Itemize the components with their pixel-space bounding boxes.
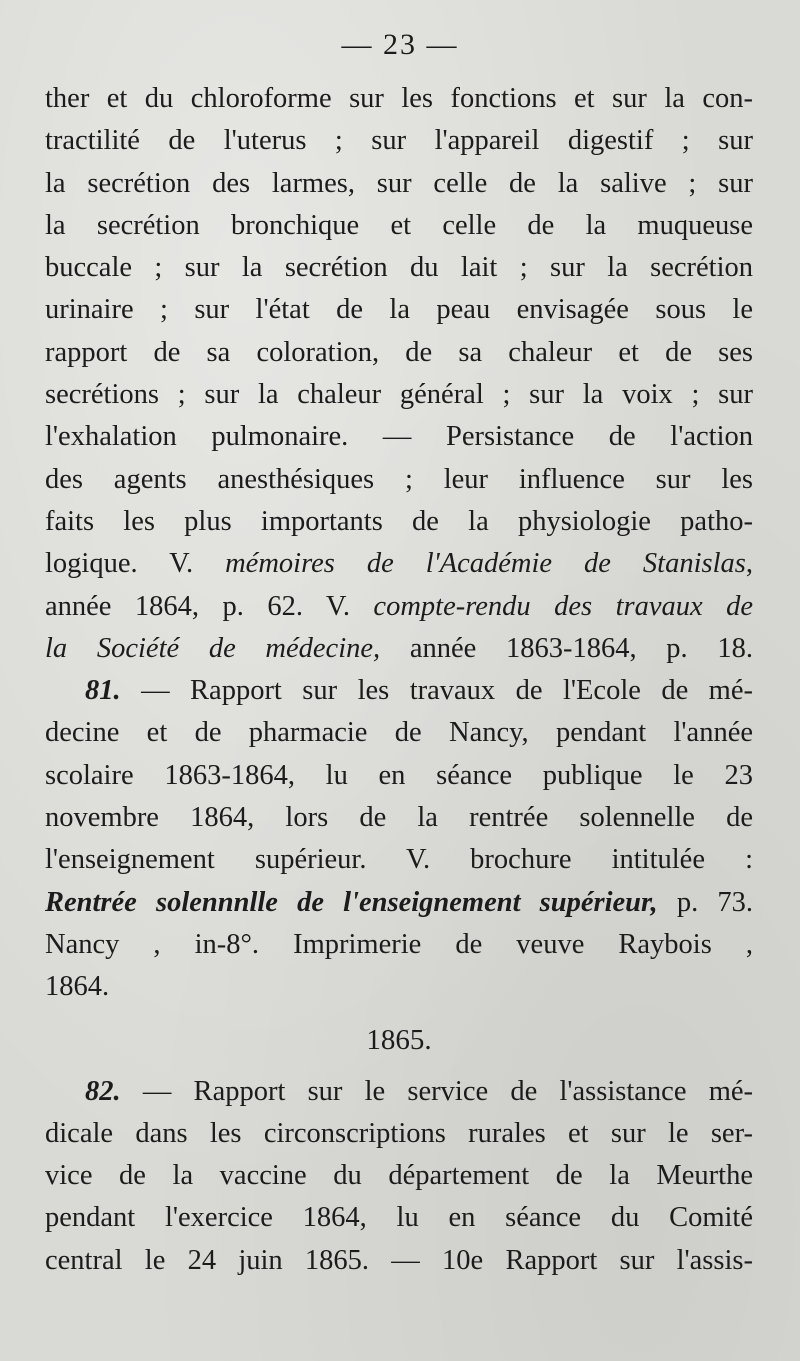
text-line: buccale ; sur la secrétion du lait ; sur la secrétion (45, 252, 753, 284)
text-line (45, 628, 753, 670)
journal-title: mémoires de l'Académie de Stanislas (225, 548, 746, 580)
text-segment: logique. V. (45, 548, 194, 580)
text-line: des agents anesthésiques ; leur influence sur les (45, 463, 753, 495)
text-line: dicale dans les circonscriptions rurales et sur le ser- (45, 1117, 753, 1149)
text-line: l'enseignement supérieur. V. brochure intitulée : (45, 844, 753, 876)
year-heading: 1865. (366, 1023, 432, 1056)
text-line: novembre 1864, lors de la rentrée solennelle de (45, 802, 753, 834)
text-line: decine et de pharmacie de Nancy, pendant l'année (45, 717, 753, 749)
text-line: central le 24 juin 1865. — 10e Rapport sur l'assis- (45, 1244, 753, 1276)
entry-number: 81. (85, 675, 121, 707)
text-line (45, 882, 753, 924)
page-number: — 23 — (341, 28, 459, 61)
text-line: secrétions ; sur la chaleur général ; sur la voix ; sur (45, 379, 753, 411)
text-segment: année 1864, p. 62. V. (45, 590, 350, 622)
text-segment: année 1863-1864, p. 18. (409, 632, 753, 664)
text-line: urinaire ; sur l'état de la peau envisagée sous le (45, 294, 753, 326)
text-line: tractilité de l'uterus ; sur l'appareil digestif ; sur (45, 125, 753, 157)
text-line: 1864. (45, 971, 110, 1003)
text-line: la secrétion des larmes, sur celle de la salive ; sur (45, 167, 753, 199)
journal-title: la Société de médecine, (45, 632, 381, 664)
journal-title: compte-rendu des travaux de (373, 590, 753, 622)
entry-number: 82. (85, 1075, 121, 1107)
text-segment: , (745, 548, 753, 580)
text-segment: — Rapport sur le service de l'assistance mé- (142, 1075, 753, 1107)
text-line: l'exhalation pulmonaire. — Persistance de l'action (45, 421, 753, 453)
text-line: scolaire 1863-1864, lu en séance publique le 23 (45, 759, 753, 791)
entry-82-first-line (45, 1071, 753, 1113)
text-segment: p. 73. (676, 886, 753, 918)
text-line: pendant l'exercice 1864, lu en séance du Comité (45, 1202, 753, 1234)
text-line: ther et du chloroforme sur les fonctions et sur la con- (45, 83, 753, 114)
entry-81-first-line (45, 670, 753, 712)
page-body (45, 78, 753, 1282)
text-line: Nancy , in-8°. Imprimerie de veuve Raybois , (45, 928, 753, 960)
brochure-title: Rentrée solennnlle de l'enseignement supérieur, (45, 886, 658, 918)
text-line: vice de la vaccine du département de la Meurthe (45, 1160, 753, 1192)
text-line: rapport de sa coloration, de sa chaleur et de ses (45, 336, 753, 368)
text-line: faits les plus importants de la physiologie patho- (45, 505, 753, 537)
text-segment: — Rapport sur les travaux de l'Ecole de mé- (141, 675, 753, 707)
text-line: la secrétion bronchique et celle de la muqueuse (45, 209, 753, 241)
text-line (45, 586, 753, 628)
text-line (45, 543, 753, 585)
